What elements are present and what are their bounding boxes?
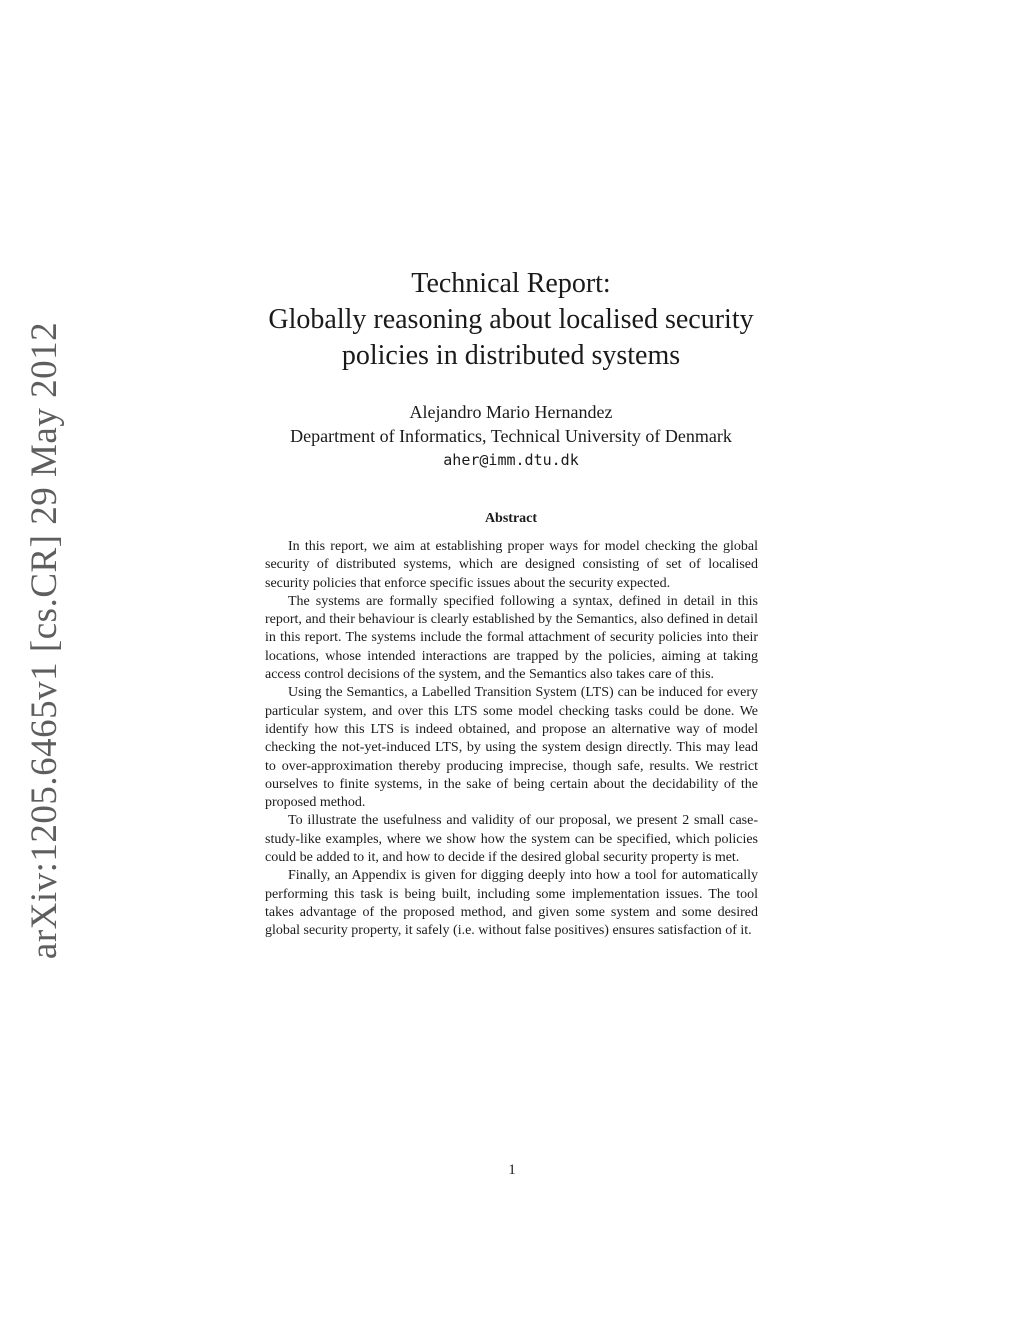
title-line-2: Globally reasoning about localised security [268, 304, 754, 335]
arxiv-identifier-text: arXiv:1205.6465v1 [cs.CR] 29 May 2012 [24, 321, 66, 959]
abstract-paragraph-2: The systems are formally specified following a syntax, defined in detail in this report, and their behaviour is clearly established by the Semantics, also defined in detail in this report. The systems include the formal attachment of security policies into their locations, whose intended interactions are trapped by the policies, aiming at taking access control decisions of the system, and the Semantics also takes care of this. [265, 593, 758, 683]
abstract-paragraph-3: Using the Semantics, a Labelled Transition System (LTS) can be induced for every particular system, and over this LTS some model checking tasks could be done. We identify how this LTS is indeed obtained, and propose an alternative way of model checking the not-yet-induced LTS, by using the system design directly. This may lead to over-approximation thereby producing imprecise, though safe, results. We restrict ourselves to finite systems, in the sake of being certain about the decidability of the proposed method. [265, 685, 758, 811]
paper-title [230, 266, 792, 374]
abstract-body [265, 538, 758, 941]
abstract-paragraph-1: In this report, we aim at establishing proper ways for model checking the global security of distributed systems, which are designed consisting of set of localised security policies that enforce specific issues about the security expected. [265, 539, 758, 591]
arxiv-identifier-stamp [8, 321, 82, 959]
page-number: 1 [508, 1162, 516, 1178]
abstract-paragraph-5: Finally, an Appendix is given for digging deeply into how a tool for automatically performing this task is being built, including some implementation issues. The tool takes advantage of the proposed method, and given some system and some desired global security property, it safely (i.e. without false positives) ensures satisfaction of it. [265, 868, 758, 939]
author-affiliation: Department of Informatics, Technical University of Denmark [290, 426, 732, 446]
author-name: Alejandro Mario Hernandez [409, 402, 613, 422]
author-block [200, 400, 822, 472]
abstract-heading: Abstract [484, 511, 538, 526]
abstract-paragraph-4: To illustrate the usefulness and validity of our proposal, we present 2 small case-study-like examples, where we show how the system can be specified, which policies could be added to it, and how to decide if the desired global security property is met. [265, 813, 758, 866]
title-line-1: Technical Report: [411, 268, 611, 299]
author-email[interactable]: aher@imm.dtu.dk [443, 451, 579, 469]
title-line-3: policies in distributed systems [341, 340, 681, 371]
